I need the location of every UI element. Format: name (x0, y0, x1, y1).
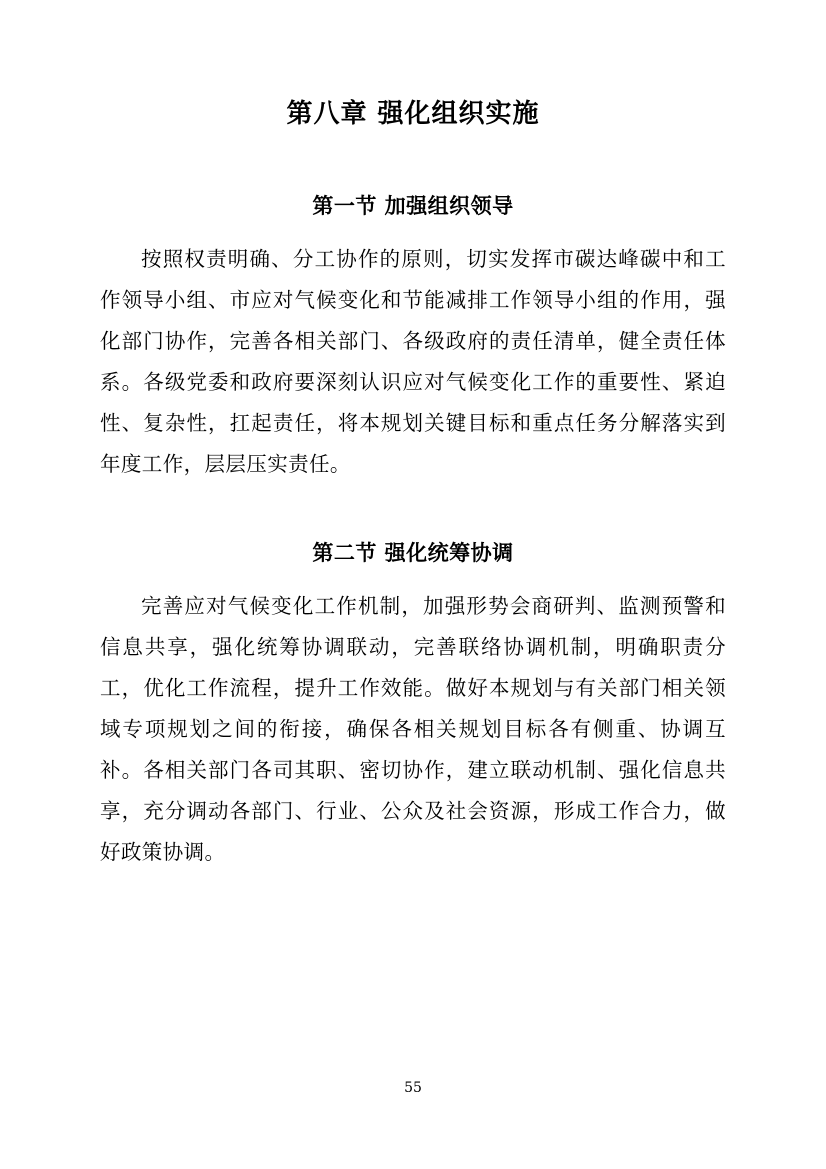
page-content (100, 0, 726, 894)
section-paragraph-1: 按照权责明确、分工协作的原则，切实发挥市碳达峰碳中和工作领导小组、市应对气候变化和节能减排工作领导小组的作用，强化部门协作，完善各相关部门、各级政府的责任清单，健全责任体系。各级党委和政府要深刻认识应对气候变化工作的重要性、紧迫性、复杂性，扛起责任，将本规划关键目标和重点任务分解落实到年度工作，层层压实责任。 (100, 247, 726, 477)
section-heading-2: 第二节 强化统筹协调 (312, 540, 514, 566)
section-paragraph-2: 完善应对气候变化工作机制，加强形势会商研判、监测预警和信息共享，强化统筹协调联动，完善联络协调机制，明确职责分工，优化工作流程，提升工作效能。做好本规划与有关部门相关领域专项规划之间的衔接，确保各相关规划目标各有侧重、协调互补。各相关部门各司其职、密切协作，建立联动机制、强化信息共享，充分调动各部门、行业、公众及社会资源，形成工作合力，做好政策协调。 (100, 594, 726, 865)
chapter-title: 第八章 强化组织实施 (286, 99, 540, 129)
page-number: 55 (404, 1080, 422, 1096)
section-heading-1: 第一节 加强组织领导 (312, 193, 514, 219)
